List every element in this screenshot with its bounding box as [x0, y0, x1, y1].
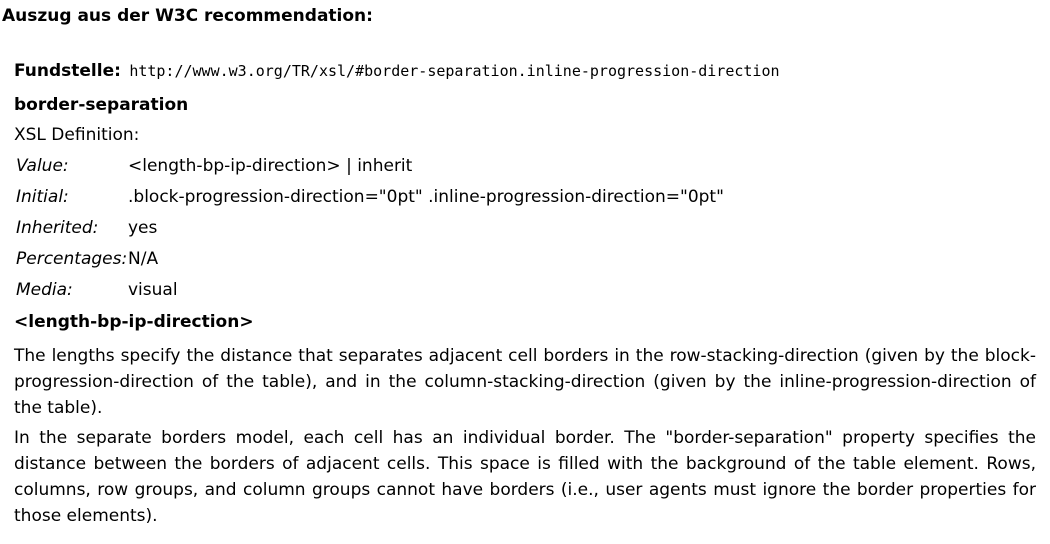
- definition-row: [16, 247, 724, 278]
- definition-row: [16, 278, 724, 309]
- property-name: border-separation: [14, 95, 189, 115]
- definition-value: N/A: [128, 249, 159, 269]
- definition-key: Media:: [16, 280, 73, 300]
- source-label: Fundstelle:: [14, 61, 121, 81]
- description-paragraph: In the separate borders model, each cell has an individual border. The "border-separation" property specifies the distance between the borders of adjacent cells. This space is filled with the background of the table element. Rows, columns, row groups, and column groups cannot have borders (i.e., user agents must ignore the border properties for those elements).: [14, 428, 1036, 526]
- source-url: http://www.w3.org/TR/xsl/#border-separation.inline-progression-direction: [129, 62, 780, 80]
- definition-value: yes: [128, 218, 158, 238]
- definition-value: <length-bp-ip-direction> | inherit: [128, 156, 413, 176]
- definition-row: [16, 216, 724, 247]
- subsection-name: <length-bp-ip-direction>: [14, 312, 254, 332]
- page-heading: Auszug aus der W3C recommendation:: [2, 6, 373, 26]
- description-paragraph: The lengths specify the distance that separates adjacent cell borders in the row-stacking-direction (given by the block-progression-direction of the table), and in the column-stacking-direction (given by the inline-progression-direction of the table).: [14, 346, 1036, 418]
- definition-row: [16, 154, 724, 185]
- definition-key: Percentages:: [16, 249, 128, 269]
- definition-key: Value:: [16, 156, 69, 176]
- excerpt-content: [14, 60, 1036, 533]
- source-line: [14, 60, 1036, 82]
- definition-label: XSL Definition:: [14, 125, 140, 145]
- definition-table: [16, 154, 724, 309]
- definition-key: Inherited:: [16, 218, 99, 238]
- definition-value: visual: [128, 280, 178, 300]
- definition-key: Initial:: [16, 187, 69, 207]
- definition-value: .block-progression-direction="0pt" .inline-progression-direction="0pt": [128, 187, 724, 207]
- definition-row: [16, 185, 724, 216]
